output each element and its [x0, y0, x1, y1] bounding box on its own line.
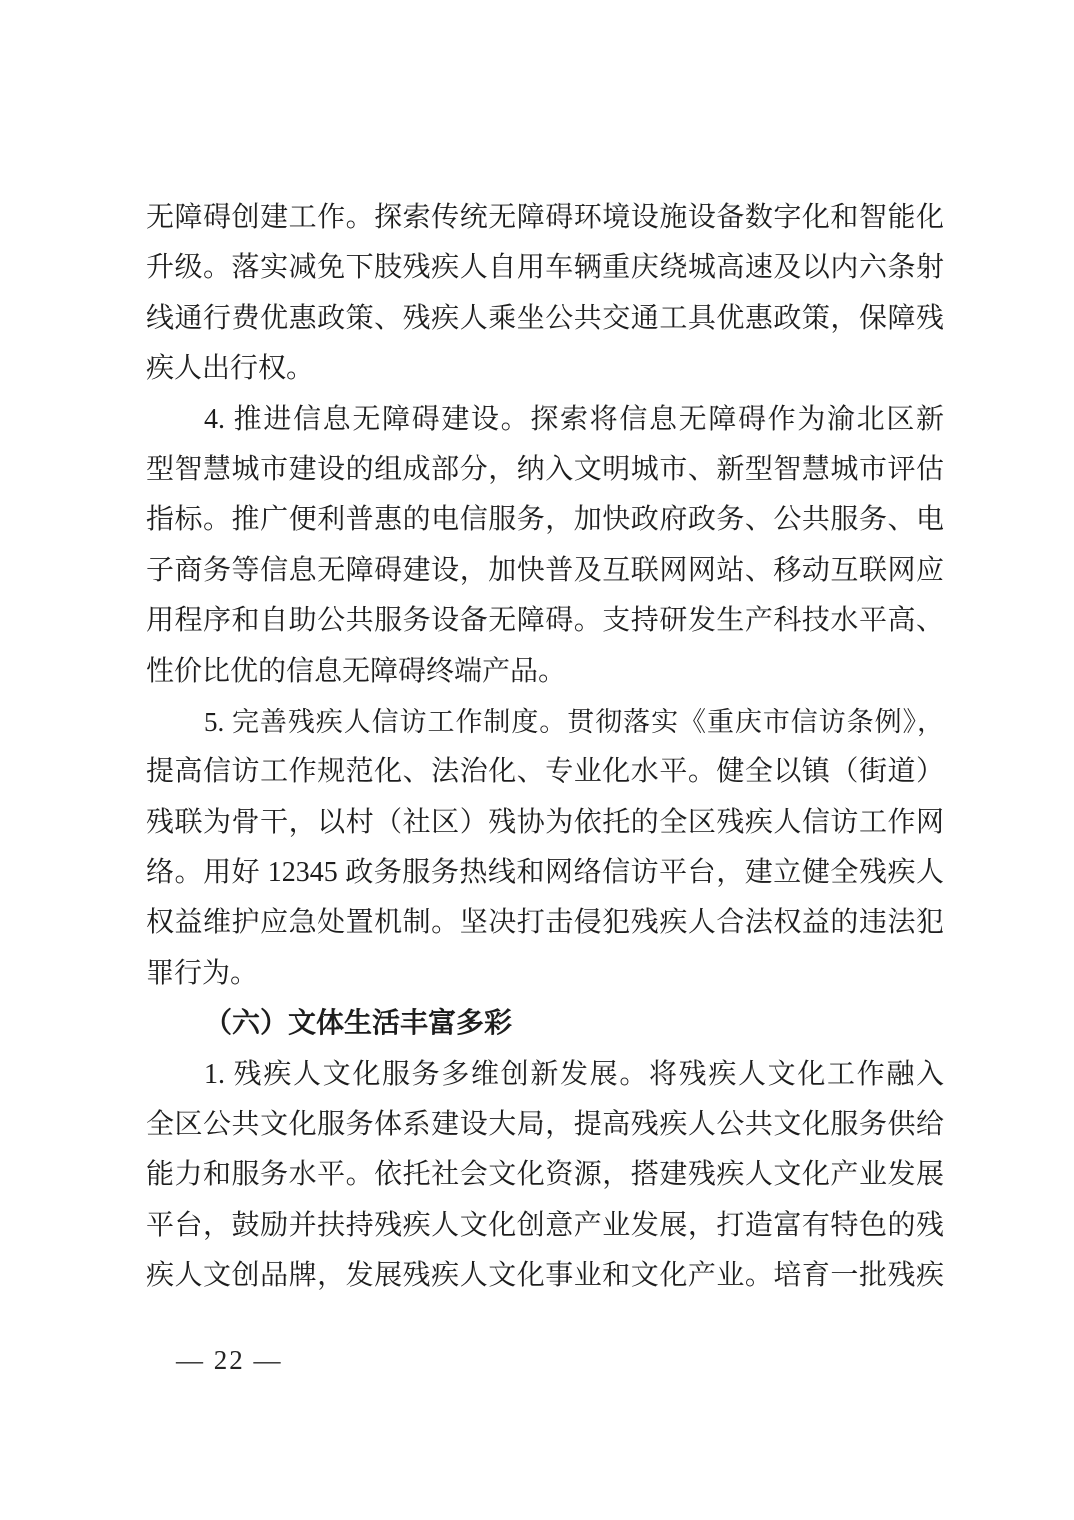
text-line: 提高信访工作规范化、法治化、专业化水平。健全以镇（街道）: [146, 756, 944, 788]
text-line: 升级。落实减免下肢残疾人自用车辆重庆绕城高速及以内六条射: [146, 252, 944, 284]
text-line: 权益维护应急处置机制。坚决打击侵犯残疾人合法权益的违法犯: [146, 907, 944, 939]
text-line: 平台，鼓励并扶持残疾人文化创意产业发展，打造富有特色的残: [146, 1209, 944, 1241]
document-page: [146, 193, 944, 1302]
text-line: 全区公共文化服务体系建设大局，提高残疾人公共文化服务供给: [146, 1109, 944, 1141]
text-line: 疾人出行权。: [146, 353, 315, 385]
text-line: 罪行为。: [146, 957, 259, 989]
text-line: 用程序和自助公共服务设备无障碍。支持研发生产科技水平高、: [146, 605, 944, 637]
text-line: 能力和服务水平。依托社会文化资源，搭建残疾人文化产业发展: [146, 1159, 944, 1191]
text-line: 5. 完善残疾人信访工作制度。贯彻落实《重庆市信访条例》，: [204, 706, 944, 737]
text-line: 无障碍创建工作。探索传统无障碍环境设施设备数字化和智能化: [146, 202, 944, 233]
text-line: 疾人文创品牌，发展残疾人文化事业和文化产业。培育一批残疾: [146, 1260, 944, 1292]
text-line: 1. 残疾人文化服务多维创新发展。将残疾人文化工作融入: [204, 1058, 944, 1090]
section-heading: （六）文体生活丰富多彩: [204, 1008, 513, 1040]
text-line: 残联为骨干，以村（社区）残协为依托的全区残疾人信访工作网: [146, 806, 944, 838]
page-number: — 22 —: [176, 1345, 283, 1375]
text-line: 络。用好 12345 政务服务热线和网络信访平台，建立健全残疾人: [146, 857, 944, 889]
text-line: 子商务等信息无障碍建设，加快普及互联网网站、移动互联网应: [146, 554, 944, 586]
text-line: 线通行费优惠政策、残疾人乘坐公共交通工具优惠政策，保障残: [146, 302, 944, 334]
text-line: 指标。推广便利普惠的电信服务，加快政府政务、公共服务、电: [146, 504, 944, 536]
text-line: 4. 推进信息无障碍建设。探索将信息无障碍作为渝北区新: [204, 403, 944, 435]
text-line: 型智慧城市建设的组成部分，纳入文明城市、新型智慧城市评估: [146, 453, 944, 485]
text-line: 性价比优的信息无障碍终端产品。: [146, 655, 567, 687]
